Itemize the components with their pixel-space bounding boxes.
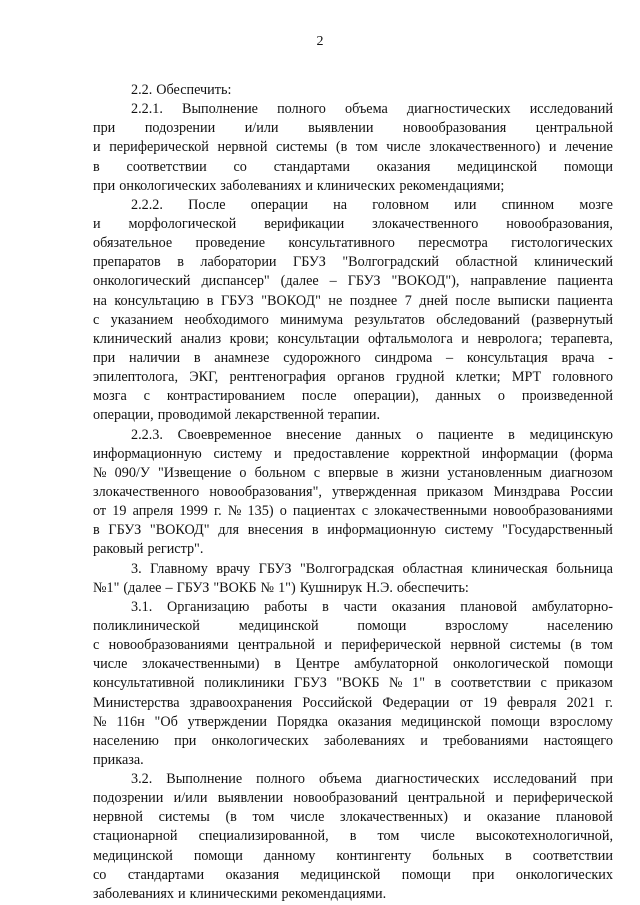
text-line: медицинской помощи данному контингенту больных в соответствии bbox=[93, 847, 613, 864]
text-line: со стандартами оказания медицинской помощи при онкологических bbox=[93, 866, 613, 883]
text-line: с указанием необходимого минимума результатов обследований (развернутый bbox=[93, 311, 613, 328]
text-line: 2.2. Обеспечить: bbox=[131, 82, 232, 98]
text-line: заболеваниях и клиническими рекомендациями. bbox=[93, 885, 387, 902]
text-line: клинический анализ крови; консультации офтальмолога и невролога; терапевта, bbox=[93, 330, 613, 347]
text-line: поликлинической медицинской помощи взрослому населению bbox=[93, 617, 613, 634]
text-line: злокачественного новообразования", утвержденная приказом Минздрава России bbox=[93, 483, 613, 500]
text-line: онкологический диспансер" (далее – ГБУЗ "ВОКОД"), направление пациента bbox=[93, 273, 613, 290]
text-line: обязательное проведение консультативного пересмотра гистологических bbox=[93, 235, 613, 252]
text-line: и периферической нервной системы (в том числе злокачественного) и лечение bbox=[93, 139, 613, 156]
paragraph bbox=[93, 196, 613, 426]
paragraph bbox=[93, 426, 613, 560]
text-line: при наличии в анамнезе судорожного синдрома – консультация врача - bbox=[93, 349, 613, 366]
text-line: раковый регистр". bbox=[93, 541, 204, 558]
document-body bbox=[93, 81, 613, 904]
text-line: 3.1. Организацию работы в части оказания плановой амбулаторно- bbox=[131, 598, 613, 615]
paragraph bbox=[93, 598, 613, 770]
text-line: населению при онкологических заболеваниях и требованиями настоящего bbox=[93, 732, 613, 749]
text-line: информационную систему и предоставление корректной информации (форма bbox=[93, 445, 613, 462]
text-line: при подозрении и/или выявлении новообразования центральной bbox=[93, 120, 613, 137]
text-line: стационарной специализированной, в том числе высокотехнологичной, bbox=[93, 828, 613, 845]
text-line: 3.2. Выполнение полного объема диагностических исследований при bbox=[131, 771, 613, 788]
text-line: с новообразованиями центральной и периферической нервной системы (в том bbox=[93, 637, 613, 654]
text-line: подозрении и/или выявлении новообразований центральной и периферической bbox=[93, 790, 613, 807]
text-line: операции, проводимой лекарственной терапии. bbox=[93, 407, 381, 424]
page-number: 2 bbox=[316, 34, 324, 49]
text-line: 2.2.2. После операции на головном или спинном мозге bbox=[131, 196, 613, 213]
text-line: мозга с контрастированием после операции), данных о произведенной bbox=[93, 388, 613, 405]
text-line: № 090/У "Извещение о больном с впервые в жизни установленным диагнозом bbox=[93, 464, 613, 481]
text-line: числе злокачественными) в Центре амбулаторной онкологической помощи bbox=[93, 656, 613, 673]
text-line: нервной системы (в том числе злокачественных) и оказание плановой bbox=[93, 809, 613, 826]
text-line: 2.2.1. Выполнение полного объема диагностических исследований bbox=[131, 101, 613, 118]
text-line: и морфологической верификации злокачественного новообразования, bbox=[93, 215, 613, 232]
text-line: на консультацию в ГБУЗ "ВОКОД" не позднее 7 дней после выписки пациента bbox=[93, 292, 613, 309]
paragraph bbox=[93, 100, 613, 196]
text-line: приказа. bbox=[93, 751, 144, 768]
text-line: 3. Главному врачу ГБУЗ "Волгоградская областная клиническая больница bbox=[131, 560, 613, 577]
paragraph bbox=[93, 81, 613, 100]
text-line: Министерства здравоохранения Российской Федерации от 19 февраля 2021 г. bbox=[93, 694, 613, 711]
paragraph bbox=[93, 770, 613, 904]
text-line: № 116н "Об утверждении Порядка оказания медицинской помощи взрослому bbox=[93, 713, 613, 730]
text-line: от 19 апреля 1999 г. № 135) о пациентах с злокачественными новообразованиями bbox=[93, 503, 613, 520]
text-line: 2.2.3. Своевременное внесение данных о пациенте в медицинскую bbox=[131, 426, 613, 443]
text-line: при онкологических заболеваниях и клинических рекомендациями; bbox=[93, 177, 505, 194]
paragraph bbox=[93, 560, 613, 598]
text-line: препаратов в лаборатории ГБУЗ "Волгоградский областной клинический bbox=[93, 254, 613, 271]
text-line: в соответствии со стандартами оказания медицинской помощи bbox=[93, 158, 613, 175]
text-line: №1" (далее – ГБУЗ "ВОКБ № 1") Кушнирук Н.Э. обеспечить: bbox=[93, 579, 469, 596]
text-line: в ГБУЗ "ВОКОД" для внесения в информационную систему "Государственный bbox=[93, 522, 613, 539]
text-line: эпилептолога, ЭКГ, рентгенография органов грудной клетки; МРТ головного bbox=[93, 369, 613, 386]
text-line: консультативной поликлиники ГБУЗ "ВОКБ № 1" в соответствии с приказом bbox=[93, 675, 613, 692]
